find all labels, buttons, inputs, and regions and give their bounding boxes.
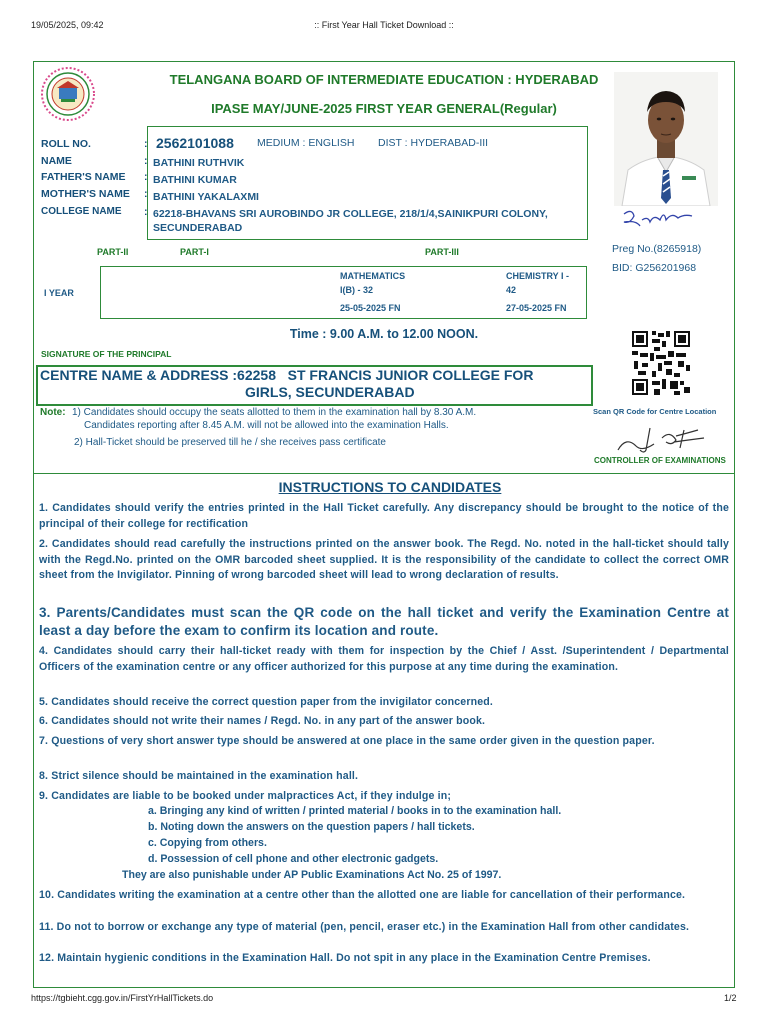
separator: : bbox=[144, 155, 148, 167]
instruction-9e: They are also punishable under AP Public Examinations Act No. 25 of 1997. bbox=[122, 869, 502, 881]
district: DIST : HYDERABAD-III bbox=[378, 137, 489, 149]
roll-number: 2562101088 bbox=[156, 135, 234, 151]
instruction-1: 1. Candidates should verify the entries printed in the Hall Ticket carefully. Any discrepancy should be brought to the notice of the principal of their college for rectification bbox=[39, 502, 729, 530]
instruction-4: 4. Candidates should carry their hall-ticket ready with them for inspection by the Chief / Asst. /Superintendent / Departmental Officers of the examination centre or any officer authorized for this purpose at any time during the examination. bbox=[39, 645, 729, 673]
instruction-10: 10. Candidates writing the examination at a centre other than the allotted one are liable for cancellation of their performance. bbox=[39, 889, 686, 901]
instruction-3: 3. Parents/Candidates must scan the QR code on the hall ticket and verify the Examination Centre at least a day before the exam to confirm its location and route. bbox=[39, 605, 729, 638]
medium: MEDIUM : ENGLISH bbox=[257, 137, 355, 149]
instructions-title: INSTRUCTIONS TO CANDIDATES bbox=[278, 479, 502, 495]
father-label: FATHER'S NAME bbox=[41, 171, 126, 183]
subject-2-date: 27-05-2025 FN bbox=[506, 303, 567, 313]
instruction-6: 6. Candidates should not write their names / Regd. No. in any part of the answer book. bbox=[39, 715, 486, 727]
note-1a: 1) Candidates should occupy the seats allotted to them in the examination hall by 8.30 A.M. bbox=[72, 407, 477, 418]
exam-time: Time : 9.00 A.M. to 12.00 NOON. bbox=[289, 327, 479, 341]
print-url[interactable]: https://tgbieht.cgg.gov.in/FirstYrHallTickets.do bbox=[31, 993, 214, 1003]
mother-name: BATHINI YAKALAXMI bbox=[153, 191, 259, 203]
board-title: TELANGANA BOARD OF INTERMEDIATE EDUCATION : HYDERABAD bbox=[169, 72, 599, 87]
instruction-2: 2. Candidates should read carefully the instructions printed on the answer book. The Regd. No. noted in the hall-ticket should tally with the Regd.No. printed on the OMR barcoded sheet supplied. It is the responsibility of the candidate to collect the correct OMR sheet from the Invigilator. Pinning of wrong barcoded sheet will lead to wrong declaration of results. bbox=[39, 538, 729, 581]
instruction-12: 12. Maintain hygienic conditions in the Examination Hall. Do not spit in any place in the Examination Centre Premises. bbox=[39, 952, 651, 964]
instruction-9d: d. Possession of cell phone and other electronic gadgets. bbox=[148, 853, 439, 865]
centre-label: CENTRE NAME & ADDRESS : bbox=[40, 367, 238, 383]
separator: : bbox=[144, 188, 148, 200]
candidate-signature bbox=[620, 206, 700, 234]
part-3-label: PART-III bbox=[425, 247, 459, 257]
mother-label: MOTHER'S NAME bbox=[41, 188, 130, 200]
instruction-5: 5. Candidates should receive the correct question paper from the invigilator concerned. bbox=[39, 696, 493, 708]
instruction-9b: b. Noting down the answers on the question papers / hall tickets. bbox=[148, 821, 475, 833]
separator: : bbox=[144, 138, 148, 150]
exam-title: IPASE MAY/JUNE-2025 FIRST YEAR GENERAL(Regular) bbox=[211, 101, 557, 116]
subject-1-code: I(B) - 32 bbox=[340, 285, 374, 295]
print-page-title: :: First Year Hall Ticket Download :: bbox=[314, 20, 454, 30]
instruction-9a: a. Bringing any kind of written / printed material / books in to the examination hall. bbox=[148, 805, 562, 817]
print-datetime: 19/05/2025, 09:42 bbox=[31, 20, 104, 30]
instruction-9c: c. Copying from others. bbox=[148, 837, 267, 849]
college-label: COLLEGE NAME bbox=[41, 206, 122, 217]
centre-name-2: GIRLS, SECUNDERABAD bbox=[245, 384, 415, 400]
principal-signature-label: SIGNATURE OF THE PRINCIPAL bbox=[41, 349, 172, 359]
centre-line-1 bbox=[40, 367, 533, 383]
controller-label: CONTROLLER OF EXAMINATIONS bbox=[594, 456, 726, 465]
subject-2-name: CHEMISTRY I - bbox=[506, 271, 570, 281]
name-label: NAME bbox=[41, 155, 72, 167]
controller-signature bbox=[614, 424, 714, 456]
centre-name-1: 62258 ST FRANCIS JUNIOR COLLEGE FOR bbox=[237, 367, 534, 383]
preg-number: Preg No.(8265918) bbox=[612, 243, 702, 255]
college-name: 62218-BHAVANS SRI AUROBINDO JR COLLEGE, 218/1/4,SAINIKPURI COLONY, SECUNDERABAD bbox=[153, 208, 548, 234]
note-1b: Candidates reporting after 8.45 A.M. will not be allowed into the examination Halls. bbox=[84, 420, 449, 431]
separator: : bbox=[144, 171, 148, 183]
qr-code[interactable] bbox=[632, 331, 690, 395]
instruction-11: 11. Do not to borrow or exchange any type of material (pen, pencil, eraser etc.) in the Examination Hall from other candidates. bbox=[39, 921, 690, 933]
qr-caption: Scan QR Code for Centre Location bbox=[593, 407, 717, 416]
print-page-number: 1/2 bbox=[724, 993, 737, 1003]
subject-1-name: MATHEMATICS bbox=[340, 271, 406, 281]
note-2: 2) Hall-Ticket should be preserved till he / she receives pass certificate bbox=[74, 437, 386, 448]
part-1-label: PART-I bbox=[180, 247, 209, 257]
instruction-9: 9. Candidates are liable to be booked under malpractices Act, if they indulge in; bbox=[39, 790, 452, 802]
instruction-7: 7. Questions of very short answer type should be answered at one place in the same order given in the question paper. bbox=[39, 735, 655, 747]
bid-number: BID: G256201968 bbox=[612, 262, 697, 274]
separator: : bbox=[144, 206, 148, 218]
year-label: I YEAR bbox=[44, 288, 74, 298]
subject-1-date: 25-05-2025 FN bbox=[340, 303, 401, 313]
section-divider bbox=[33, 473, 735, 474]
instruction-8: 8. Strict silence should be maintained in the examination hall. bbox=[39, 770, 359, 782]
candidate-photo bbox=[614, 72, 718, 206]
father-name: BATHINI KUMAR bbox=[153, 174, 237, 186]
candidate-name: BATHINI RUTHVIK bbox=[153, 157, 245, 169]
part-2-label: PART-II bbox=[97, 247, 129, 257]
note-label: Note: bbox=[40, 407, 66, 418]
subject-2-code: 42 bbox=[506, 285, 517, 295]
roll-label: ROLL NO. bbox=[41, 138, 91, 150]
